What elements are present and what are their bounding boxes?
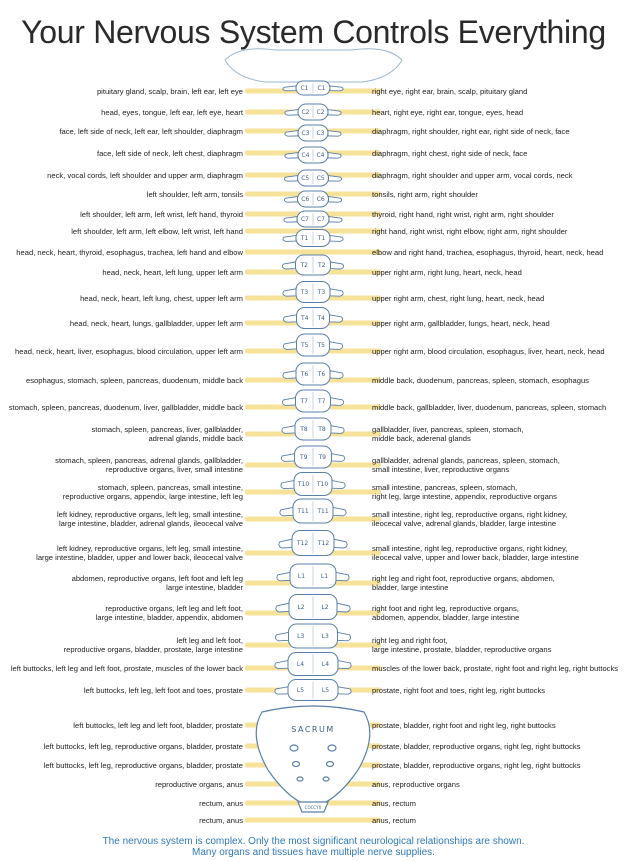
left-nerve-label [147,190,243,199]
label-line: adrenal glands, middle back [148,434,243,443]
vertebra-label: L2 [297,604,305,611]
label-line: left buttocks, left leg and left foot, bladder, prostate [73,720,243,730]
label-line: upper right arm, gallbladder, lungs, heart, neck, head [372,318,550,328]
skull-base [225,49,402,82]
page-title: Your Nervous System Controls Everything [21,14,606,50]
label-line: left buttocks, left leg and left foot, prostate, muscles of the lower back [10,663,243,673]
label-line: reproductive organs, appendix, large intestine, left leg [62,492,243,501]
right-nerve-label [372,721,556,730]
nerve-line [245,818,381,823]
label-line: pituitary gland, scalp, brain, left ear, left eye [96,86,243,96]
label-line: middle back, gallbladder, liver, duodenum, pancreas, spleen, stomach [372,402,607,412]
vertebra-label: T3 [300,289,309,296]
right-nerve-label [372,425,524,443]
vertebra-label: C1 [300,85,309,92]
left-nerve-label [63,483,243,501]
label-line: reproductive organs, anus [155,779,243,789]
label-line: upper right arm, blood circulation, esophagus, liver, heart, neck, head [372,346,605,356]
label-line: left leg and left foot, [176,636,243,645]
right-nerve-label [372,347,605,356]
label-line: middle back, aderenal glands [372,434,471,443]
vertebra [276,595,350,620]
right-nerve-label [372,636,551,654]
left-nerve-label [11,664,243,673]
label-line: face, left side of neck, left ear, left shoulder, diaphragm [59,126,243,136]
vertebra-label: T5 [301,342,309,349]
label-line: upper right arm, chest, right lung, heart, neck, head [372,293,545,303]
label-line: left shoulder, left arm, tonsils [146,189,243,199]
label-line: muscles of the lower back, prostate, right foot and right leg, right buttocks [372,663,619,673]
right-nerve-label [372,171,573,180]
left-nerve-label [80,210,243,219]
label-line: large intestine, prostate, bladder, reproductive organs [372,645,552,654]
coccyx-label: COCCYX [304,805,322,810]
left-nerve-label [199,816,243,825]
left-nerve-label [80,294,243,303]
label-line: gallbladder, liver, pancreas, spleen, stomach, [372,425,524,434]
vertebra-label: L1 [320,573,329,580]
label-line: rectum, anus [199,798,243,808]
vertebra-label: T1 [317,235,326,242]
vertebra-label: T6 [300,371,309,378]
vertebra-label: C5 [301,175,310,182]
label-line: left shoulder, left arm, left elbow, left wrist, left hand [71,226,243,236]
vertebra [285,125,341,141]
vertebra-label: L2 [321,604,329,611]
label-line: esophagus, stomach, spleen, pancreas, duodenum, middle back [26,375,243,385]
vertebra-label: C7 [316,216,326,223]
vertebra-label: T2 [300,262,308,269]
right-nerve-label [372,403,606,412]
left-nerve-label [70,319,243,328]
label-line: prostate, bladder, reproductive organs, right leg, right buttocks [372,741,581,751]
label-line: prostate, bladder, reproductive organs, right leg, right buttocks [372,760,581,770]
left-nerve-label [16,248,243,257]
label-line: head, neck, heart, thyroid, esophagus, trachea, left hand and elbow [16,247,243,257]
right-nerve-label [372,210,554,219]
vertebra-label: T9 [300,454,308,461]
vertebra-label: C4 [301,152,310,159]
vertebra-label: C6 [316,196,325,203]
label-line: left buttocks, left leg, reproductive organs, bladder, prostate [43,741,243,751]
label-line: neck, vocal cords, left shoulder and upper arm, diaphragm [47,170,243,180]
label-line: stomach, spleen, pancreas, liver, gallbladder, [91,425,243,434]
left-nerve-label [9,403,243,412]
label-line: diaphragm, right chest, right side of neck, face [372,148,528,158]
label-line: head, neck, heart, left lung, upper left arm [102,267,243,277]
label-line: left buttocks, left leg, reproductive organs, bladder, prostate [43,760,243,770]
vertebra-label: T7 [318,398,326,405]
label-line: abdomen, reproductive organs, left foot and left leg [71,574,243,583]
vertebra-label: T8 [300,426,308,433]
left-nerve-label [59,127,243,136]
vertebra-label: C2 [316,109,325,116]
label-line: prostate, right foot and toes, right leg, right buttocks [372,685,546,695]
label-line: ileocecal valve, upper and lower back, bladder, large intestine [372,553,579,562]
right-nerve-label [372,127,570,136]
label-line: left buttocks, left leg, left foot and toes, prostate [83,685,243,695]
right-nerve-label [372,483,557,501]
vertebra-label: C6 [301,196,310,203]
left-nerve-label [102,268,243,277]
label-line: large intestine, bladder [166,583,243,592]
label-line: reproductive organs, left leg and left foot, [105,604,243,613]
label-line: reproductive organs, bladder, prostate, large intestine [63,645,243,654]
label-line: head, eyes, tongue, left ear, left eye, heart [101,107,243,117]
vertebra-label: L5 [321,687,330,694]
left-nerve-label [44,742,243,751]
label-line: left kidney, reproductive organs, left leg, small intestine, [57,544,243,553]
label-line: left shoulder, left arm, left wrist, left hand, thyroid [80,209,243,219]
label-line: right leg and right foot, [372,636,448,645]
vertebra-label: T5 [317,342,325,349]
sacrum-bone [256,706,370,812]
vertebra-label: T3 [317,289,326,296]
label-line: rectum, anus [199,815,243,825]
right-nerve-label [372,376,589,385]
left-nerve-label [97,87,243,96]
label-line: small intestine, right leg, reproductive organs, right kidney, [372,544,568,553]
label-line: gallbladder, adrenal glands, pancreas, spleen, stomach, [372,456,560,465]
label-line: middle back, duodenum, pancreas, spleen, stomach, esophagus [372,375,589,385]
label-line: large intestine, bladder, upper and lower back, ileocecal valve [36,553,243,562]
vertebra-label: L1 [297,573,306,580]
label-line: stomach, spleen, pancreas, duodenum, liver, gallbladder, middle back [8,402,243,412]
label-line: head, neck, heart, left lung, chest, upper left arm [80,293,243,303]
label-line: right leg and right foot, reproductive organs, abdomen, [372,574,555,583]
vertebra-label: C3 [316,130,325,137]
label-line: elbow and right hand, trachea, esophagus, thyroid, heart, neck, head [372,247,604,257]
left-nerve-label [73,721,243,730]
vertebra-label: T10 [316,481,329,488]
vertebra-label: T10 [297,481,310,488]
vertebra-label: L5 [296,687,305,694]
vertebra-label: T4 [317,315,325,322]
label-line: right hand, right wrist, right elbow, right arm, right shoulder [372,226,568,236]
vertebra-label: T11 [317,508,329,515]
right-nerve-label [372,761,581,770]
left-nerve-label [199,799,243,808]
right-nerve-label [372,544,579,562]
left-nerve-label [84,686,243,695]
vertebra-label: L3 [321,633,329,640]
label-line: upper right arm, right lung, heart, neck, head [372,267,522,277]
label-line: head, neck, heart, lungs, gallbladder, upper left arm [69,318,243,328]
vertebra-label: T12 [317,540,330,547]
left-nerve-label [64,636,243,654]
label-line: bladder, large intestine [372,583,449,592]
nerve-line [245,250,381,255]
label-line: stomach, spleen, pancreas, small intestine, [97,483,243,492]
vertebra-label: C5 [316,175,325,182]
vertebra-label: L3 [297,633,305,640]
label-line: face, left side of neck, left chest, diaphragm [96,148,243,158]
vertebra-label: T9 [318,454,326,461]
left-nerve-label [97,149,243,158]
right-nerve-label [372,319,550,328]
vertebra-label: C4 [316,152,325,159]
left-nerve-label [72,574,243,592]
right-nerve-label [372,227,567,236]
label-line: right foot and right leg, reproductive organs, [372,604,519,613]
label-line: prostate, bladder, right foot and right leg, right buttocks [372,720,556,730]
right-nerve-label [372,190,478,199]
vertebra [285,104,341,120]
right-nerve-label [372,294,544,303]
label-line: small intestine, pancreas, spleen, stomach, [372,483,518,492]
label-line: right leg, large intestine, appendix, reproductive organs [372,492,557,501]
footer-line-2: Many organs and tissues have multiple nerve supplies. [192,847,435,858]
right-nerve-label [372,816,416,825]
right-nerve-label [372,686,545,695]
left-nerve-label [101,108,243,117]
label-line: abdomen, appendix, bladder, large intestine [372,613,520,622]
vertebra-label: L4 [321,661,330,668]
vertebra-label: C7 [300,216,310,223]
label-line: anus, rectum [372,815,416,825]
left-nerve-label [26,376,243,385]
right-nerve-label [372,604,519,622]
right-nerve-label [372,780,460,789]
vertebra [275,680,351,701]
label-line: right eye, right ear, brain, scalp, pituitary gland [372,86,528,96]
vertebra-label: T1 [300,235,309,242]
vertebra-label: C3 [301,130,310,137]
label-line: tonsils, right arm, right shoulder [372,189,478,199]
vertebra-label: T7 [300,398,308,405]
left-nerve-label [55,456,243,474]
vertebra [282,418,344,440]
label-line: reproductive organs, liver, small intestine [105,465,243,474]
vertebra-label: T8 [318,426,326,433]
vertebra-label: T2 [318,262,326,269]
label-line: heart, right eye, right ear, tongue, eyes, head [372,107,524,117]
right-nerve-label [372,574,555,592]
label-line: large intestine, bladder, adrenal glands, ileocecal valve [58,519,243,528]
vertebra [284,170,341,186]
label-line: diaphragm, right shoulder, right ear, right side of neck, face [372,126,570,136]
vertebra-label: T4 [301,315,309,322]
right-nerve-label [372,87,527,96]
label-line: thyroid, right hand, right wrist, right arm, right shoulder [372,209,554,219]
label-line: anus, rectum [372,798,416,808]
right-nerve-label [372,510,567,528]
right-nerve-label [372,248,603,257]
left-nerve-label [47,171,243,180]
label-line: diaphragm, right shoulder and upper arm, vocal cords, neck [372,170,573,180]
right-nerve-label [372,799,416,808]
vertebra-label: L4 [296,661,305,668]
vertebra-label: T6 [317,371,326,378]
left-nerve-label [57,510,243,528]
footer-note [0,836,627,858]
label-line: left kidney, reproductive organs, left leg, small intestine, [57,510,243,519]
vertebra-label: T11 [297,508,309,515]
left-nerve-label [155,780,243,789]
right-nerve-label [372,268,522,277]
left-nerve-label [36,544,243,562]
label-line: large intestine, bladder, appendix, abdomen [95,613,243,622]
right-nerve-label [372,742,581,751]
label-line: small intestine, liver, reproductive organs [372,465,510,474]
right-nerve-label [372,149,527,158]
vertebra-label: C2 [301,109,310,116]
left-nerve-label [44,761,243,770]
label-line: small intestine, right leg, reproductive organs, right kidney, [372,510,568,519]
sacrum-label: SACRUM [291,725,335,734]
vertebra-label: C1 [317,85,326,92]
left-nerve-label [15,347,243,356]
right-nerve-label [372,108,523,117]
left-nerve-label [71,227,243,236]
vertebra [275,653,351,676]
label-line: head, neck, heart, liver, esophagus, blood circulation, upper left arm [15,346,243,356]
label-line: stomach, spleen, pancreas, adrenal glands, gallbladder, [55,456,243,465]
vertebra-label: T12 [296,540,309,547]
right-nerve-label [372,456,560,474]
label-line: anus, reproductive organs [372,779,460,789]
left-nerve-label [96,604,243,622]
left-nerve-label [91,425,243,443]
label-line: ileocecal valve, adrenal glands, bladder, large intestine [372,519,557,528]
right-nerve-label [372,664,618,673]
vertebra [285,147,341,163]
footer-line-1: The nervous system is complex. Only the most significant neurological relationships are shown. [102,836,525,847]
